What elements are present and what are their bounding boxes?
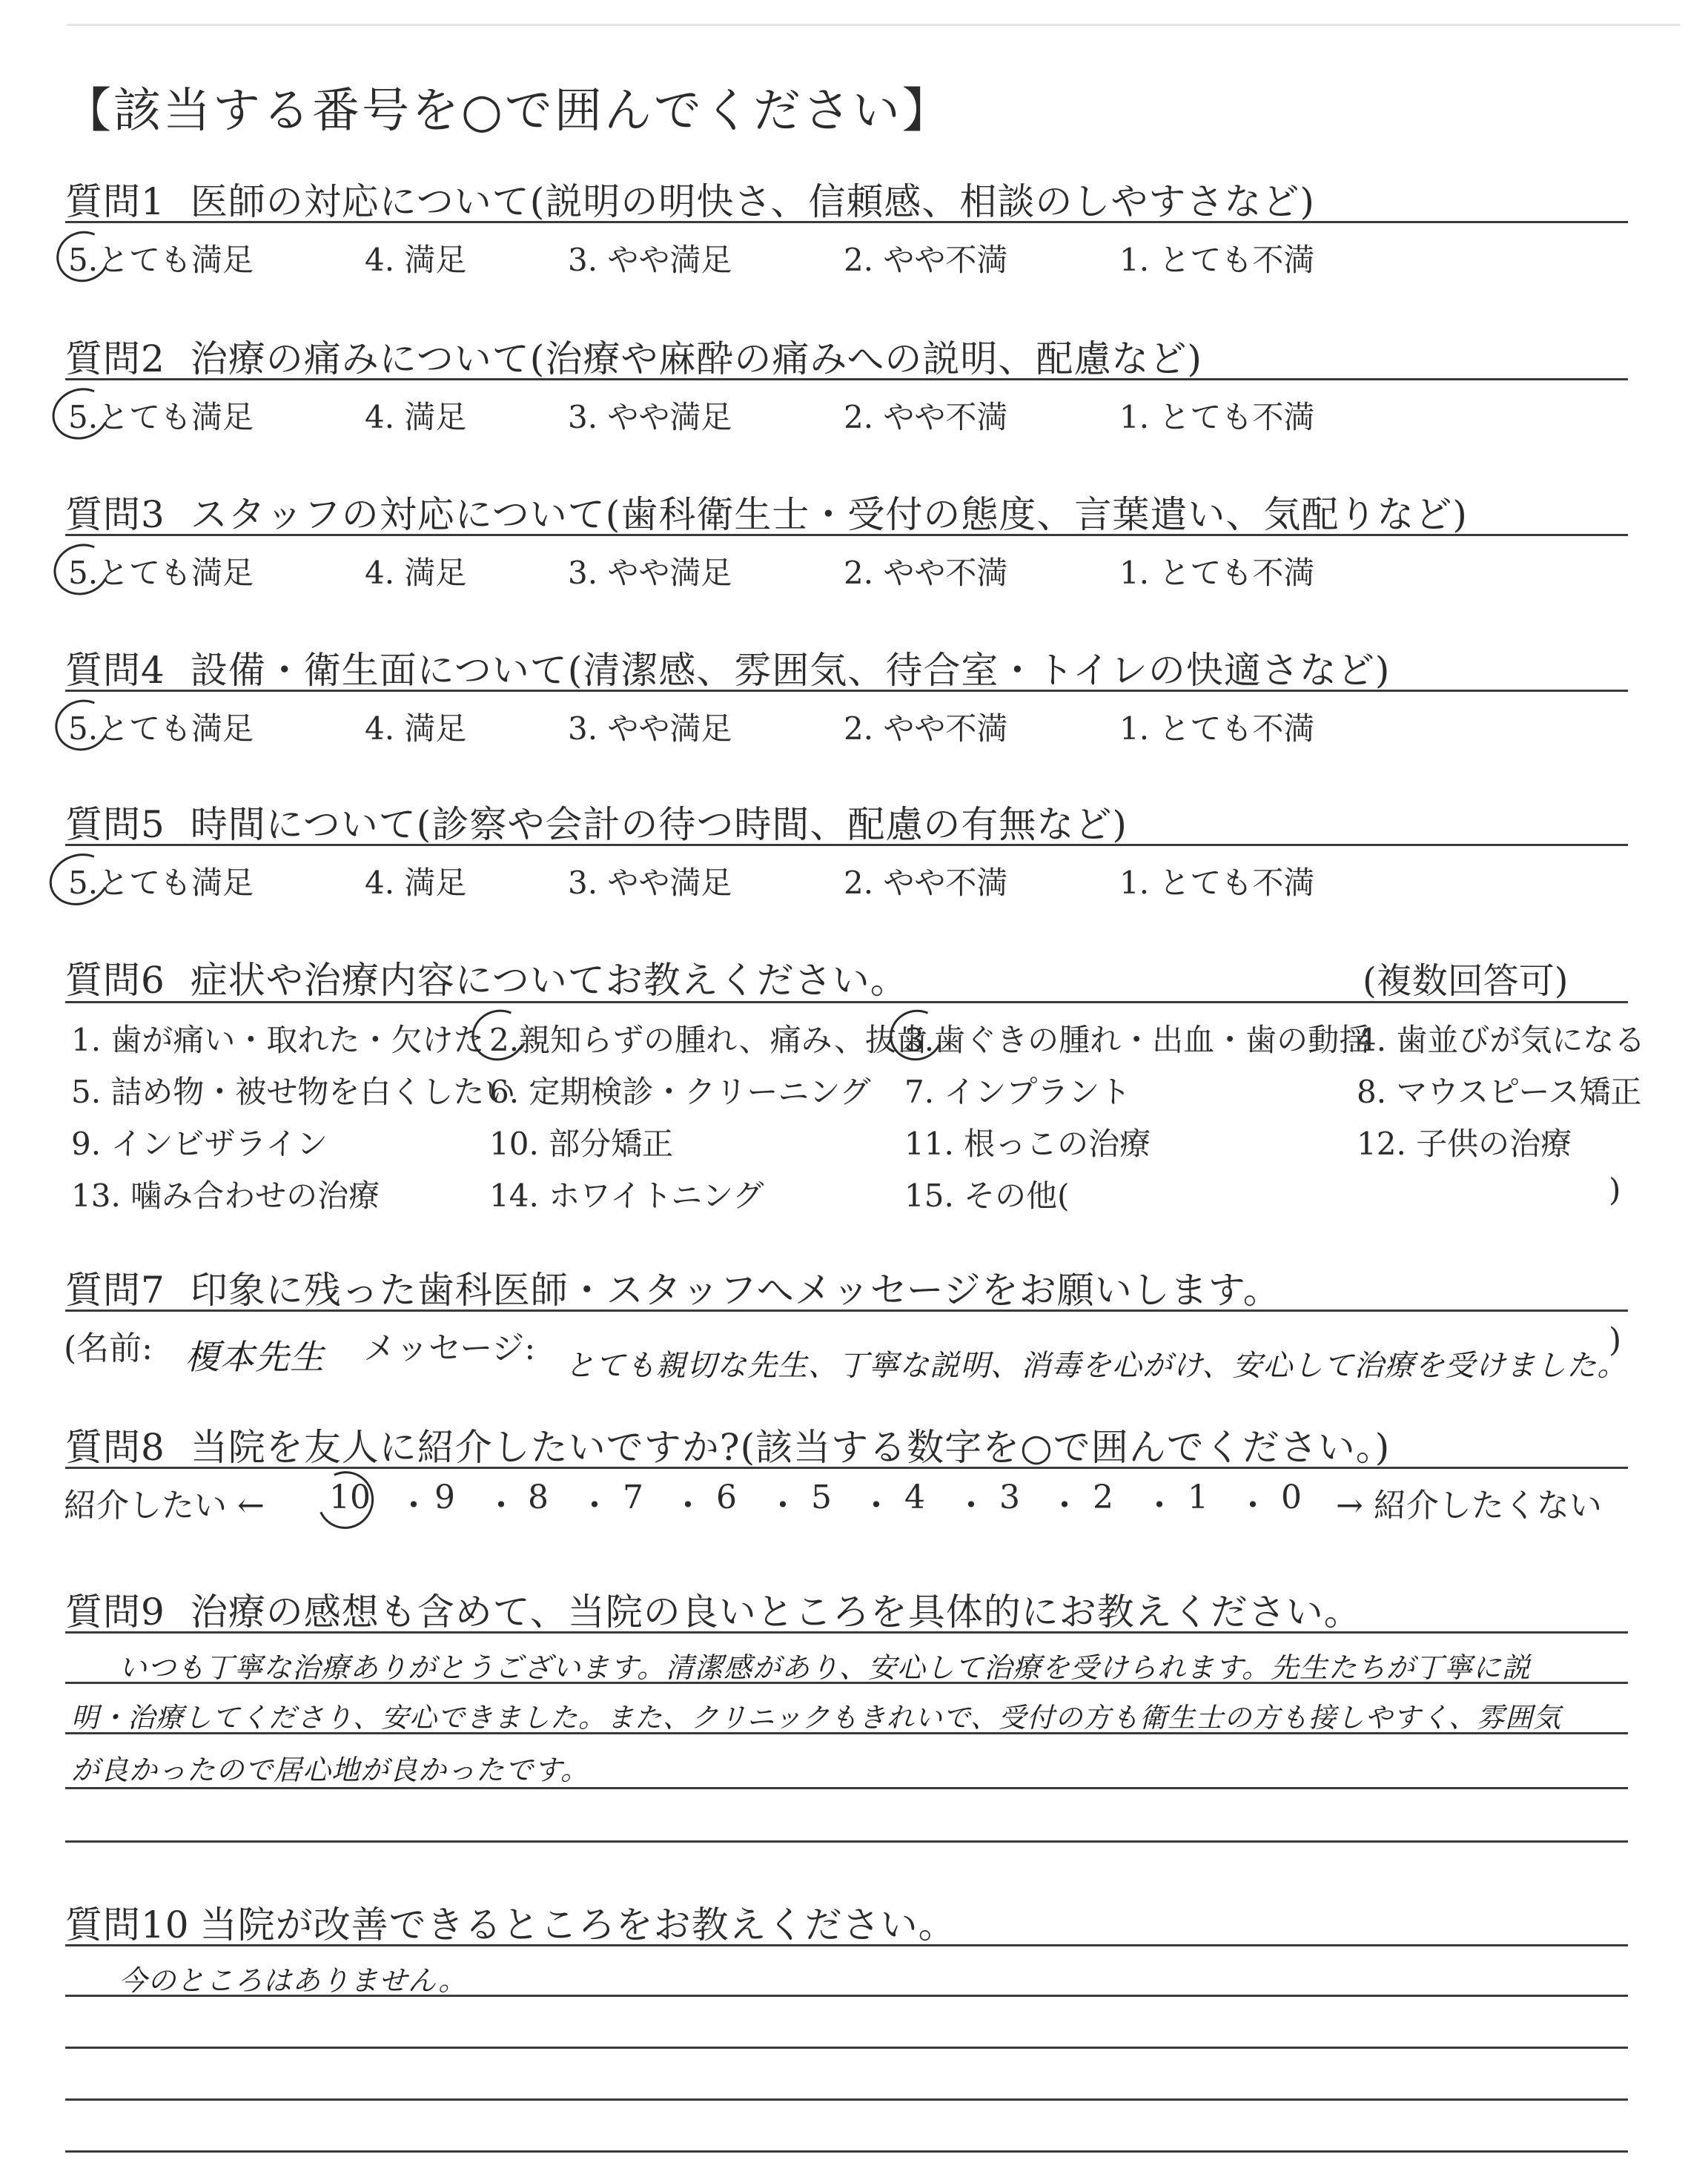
question-5-rule — [65, 844, 1628, 846]
q6-option-8[interactable]: 8. マウスピース矯正 — [1357, 1074, 1642, 1110]
question-7-rule — [65, 1309, 1628, 1312]
q8-sep: ・ — [1143, 1487, 1176, 1525]
question-4-title — [65, 641, 1390, 694]
q4-option-1[interactable]: 1. とても不満 — [1119, 710, 1315, 747]
q2-option-2[interactable]: 2. やや不満 — [844, 399, 1008, 435]
q8-score-5[interactable]: 5 — [811, 1479, 832, 1516]
q8-score-8[interactable]: 8 — [528, 1479, 549, 1516]
q5-selection-circle — [42, 845, 116, 914]
question-6-multiple-note: (複数回答可) — [1363, 960, 1569, 1002]
q7-message-handwritten[interactable]: とても親切な先生、丁寧な説明、消毒を心がけ、安心して治療を受けました。 — [565, 1349, 1628, 1383]
q7-message-label: メッセージ: — [363, 1330, 536, 1367]
question-8-title — [65, 1418, 1390, 1471]
q6-option-5[interactable]: 5. 詰め物・被せ物を白くしたい — [71, 1074, 516, 1110]
question-1-number: 質問1 — [65, 180, 165, 223]
q6-option-4[interactable]: 4. 歯並びが気になる — [1357, 1022, 1646, 1058]
q9-answer-text-3[interactable]: が良かったので居心地が良かったです。 — [71, 1754, 589, 1786]
q8-sep: ・ — [767, 1487, 799, 1525]
question-7-title — [65, 1261, 1281, 1314]
q4-option-2[interactable]: 2. やや不満 — [844, 710, 1008, 747]
question-8-rule — [65, 1467, 1628, 1469]
q7-close-paren: ) — [1609, 1321, 1622, 1359]
q8-sep: ・ — [860, 1487, 893, 1525]
q10-answer-text-1[interactable]: 今のところはありません。 — [119, 1964, 468, 1997]
q8-score-10[interactable]: 10 — [329, 1479, 371, 1516]
q6-option-13[interactable]: 13. 噛み合わせの治療 — [71, 1178, 380, 1214]
q10-answer-line-4 — [65, 2150, 1628, 2153]
q6-option-10[interactable]: 10. 部分矯正 — [489, 1126, 674, 1162]
question-6-rule — [65, 1001, 1628, 1003]
q8-sep: ・ — [578, 1487, 611, 1525]
q5-option-2[interactable]: 2. やや不満 — [844, 865, 1008, 901]
question-7-number: 質問7 — [65, 1269, 165, 1312]
question-4-rule — [65, 690, 1628, 692]
q8-score-9[interactable]: 9 — [434, 1479, 455, 1516]
question-9-title — [65, 1582, 1362, 1636]
q6-option-3[interactable]: 3.歯ぐきの腫れ・出血・歯の動揺 — [904, 1022, 1371, 1058]
q4-option-5[interactable]: 5.とても満足 — [68, 710, 254, 747]
q8-sep: ・ — [1048, 1487, 1081, 1525]
question-4-text: 設備・衛生面について(清潔感、雰囲気、待合室・トイレの快適さなど) — [190, 649, 1391, 692]
q5-option-5[interactable]: 5.とても満足 — [68, 865, 254, 901]
question-5-text: 時間について(診察や会計の待つ時間、配慮の有無など) — [190, 803, 1128, 846]
q8-right-label: → 紹介したくない — [1336, 1487, 1602, 1525]
q6-option-1[interactable]: 1. 歯が痛い・取れた・欠けた — [71, 1022, 485, 1058]
question-5-number: 質問5 — [65, 803, 165, 846]
question-1-text: 医師の対応について(説明の明快さ、信頼感、相談のしやすさなど) — [190, 180, 1315, 223]
q10-answer-line-3 — [65, 2098, 1628, 2101]
q1-option-4[interactable]: 4. 満足 — [365, 242, 467, 278]
q10-answer-line-2 — [65, 2047, 1628, 2049]
question-10-rule — [65, 1944, 1628, 1946]
q6-option-11[interactable]: 11. 根っこの治療 — [904, 1126, 1151, 1162]
question-10-text: 当院が改善できるところをお教えください。 — [199, 1903, 956, 1946]
q8-sep: ・ — [955, 1487, 987, 1525]
question-10-title — [65, 1895, 956, 1949]
q3-option-1[interactable]: 1. とても不満 — [1119, 555, 1315, 591]
question-7-text: 印象に残った歯科医師・スタッフへメッセージをお願いします。 — [190, 1269, 1281, 1312]
question-6-title — [65, 951, 908, 1004]
q6-option-15-other[interactable]: 15. その他( — [904, 1178, 1070, 1214]
q8-sep: ・ — [485, 1487, 517, 1525]
form-heading: 【該当する番号を○で囲んでください】 — [64, 84, 952, 139]
q8-score-0[interactable]: 0 — [1281, 1479, 1302, 1516]
question-10-number: 質問10 — [65, 1903, 190, 1946]
q2-option-3[interactable]: 3. やや満足 — [568, 399, 732, 435]
q5-option-1[interactable]: 1. とても不満 — [1119, 865, 1315, 901]
q2-option-4[interactable]: 4. 満足 — [365, 399, 467, 435]
q1-option-2[interactable]: 2. やや不満 — [844, 242, 1008, 278]
q6-option-9[interactable]: 9. インビザライン — [71, 1126, 328, 1162]
q9-answer-line-4 — [65, 1840, 1628, 1843]
q3-option-4[interactable]: 4. 満足 — [365, 555, 467, 591]
question-9-text: 治療の感想も含めて、当院の良いところを具体的にお教えください。 — [190, 1591, 1362, 1634]
question-5-title — [65, 795, 1128, 848]
q4-option-3[interactable]: 3. やや満足 — [568, 710, 732, 747]
q6-option-12[interactable]: 12. 子供の治療 — [1357, 1126, 1572, 1162]
q9-answer-text-1[interactable]: いつも丁寧な治療ありがとうございます。清潔感があり、安心して治療を受けられます。先生たちが丁寧に説 — [119, 1651, 1531, 1684]
q8-score-4[interactable]: 4 — [904, 1479, 925, 1516]
question-3-title — [65, 485, 1468, 538]
q3-option-3[interactable]: 3. やや満足 — [568, 555, 732, 591]
question-4-number: 質問4 — [65, 649, 165, 692]
q1-option-1[interactable]: 1. とても不満 — [1119, 242, 1315, 278]
q1-option-3[interactable]: 3. やや満足 — [568, 242, 732, 278]
q7-name-handwritten[interactable]: 榎本先生 — [185, 1337, 325, 1377]
question-6-text: 症状や治療内容についてお教えください。 — [190, 959, 908, 1002]
q7-name-label: (名前: — [64, 1330, 153, 1367]
question-9-rule — [65, 1631, 1628, 1634]
q2-option-5[interactable]: 5.とても満足 — [68, 399, 254, 435]
q2-option-1[interactable]: 1. とても不満 — [1119, 399, 1315, 435]
q8-score-1[interactable]: 1 — [1188, 1479, 1208, 1516]
question-9-number: 質問9 — [65, 1591, 165, 1634]
q8-sep: ・ — [1237, 1487, 1269, 1525]
q8-selection-circle — [309, 1463, 382, 1536]
q4-option-4[interactable]: 4. 満足 — [365, 710, 467, 747]
top-edge-line — [67, 24, 1680, 26]
question-2-text: 治療の痛みについて(治療や麻酔の痛みへの説明、配慮など) — [190, 337, 1202, 380]
question-2-title — [65, 329, 1202, 383]
question-8-text: 当院を友人に紹介したいですか?(該当する数字を○で囲んでください。) — [190, 1426, 1391, 1469]
q6-other-close-paren: ) — [1609, 1172, 1621, 1208]
q8-sep: ・ — [397, 1487, 430, 1525]
q5-option-4[interactable]: 4. 満足 — [365, 865, 467, 901]
q6-option-2[interactable]: 2.親知らずの腫れ、痛み、抜歯 — [489, 1022, 928, 1058]
question-3-number: 質問3 — [65, 493, 165, 536]
q8-score-6[interactable]: 6 — [716, 1479, 737, 1516]
q3-option-5[interactable]: 5.とても満足 — [68, 555, 254, 591]
q3-option-2[interactable]: 2. やや不満 — [844, 555, 1008, 591]
question-1-rule — [65, 221, 1628, 223]
q1-option-5[interactable]: 5.とても満足 — [68, 242, 254, 278]
question-2-number: 質問2 — [65, 337, 165, 380]
q6-option-7[interactable]: 7. インプラント — [904, 1074, 1131, 1110]
q6-option-6[interactable]: 6. 定期検診・クリーニング — [489, 1074, 871, 1110]
q6-option-14[interactable]: 14. ホワイトニング — [489, 1178, 764, 1214]
q8-left-label: 紹介したい ← — [64, 1487, 265, 1525]
q8-sep: ・ — [672, 1487, 704, 1525]
question-8-number: 質問8 — [65, 1426, 165, 1469]
question-3-text: スタッフの対応について(歯科衛生士・受付の態度、言葉遣い、気配りなど) — [190, 493, 1468, 536]
question-6-number: 質問6 — [65, 959, 165, 1002]
q8-score-3[interactable]: 3 — [999, 1479, 1020, 1516]
question-3-rule — [65, 534, 1628, 536]
question-2-rule — [65, 378, 1628, 380]
q8-score-7[interactable]: 7 — [623, 1479, 643, 1516]
q8-score-2[interactable]: 2 — [1093, 1479, 1113, 1516]
q5-option-3[interactable]: 3. やや満足 — [568, 865, 732, 901]
question-1-title — [65, 172, 1315, 225]
q9-answer-text-2[interactable]: 明・治療してくださり、安心できました。また、クリニックもきれいで、受付の方も衛生士の方も接しやすく、雰囲気 — [71, 1702, 1562, 1734]
